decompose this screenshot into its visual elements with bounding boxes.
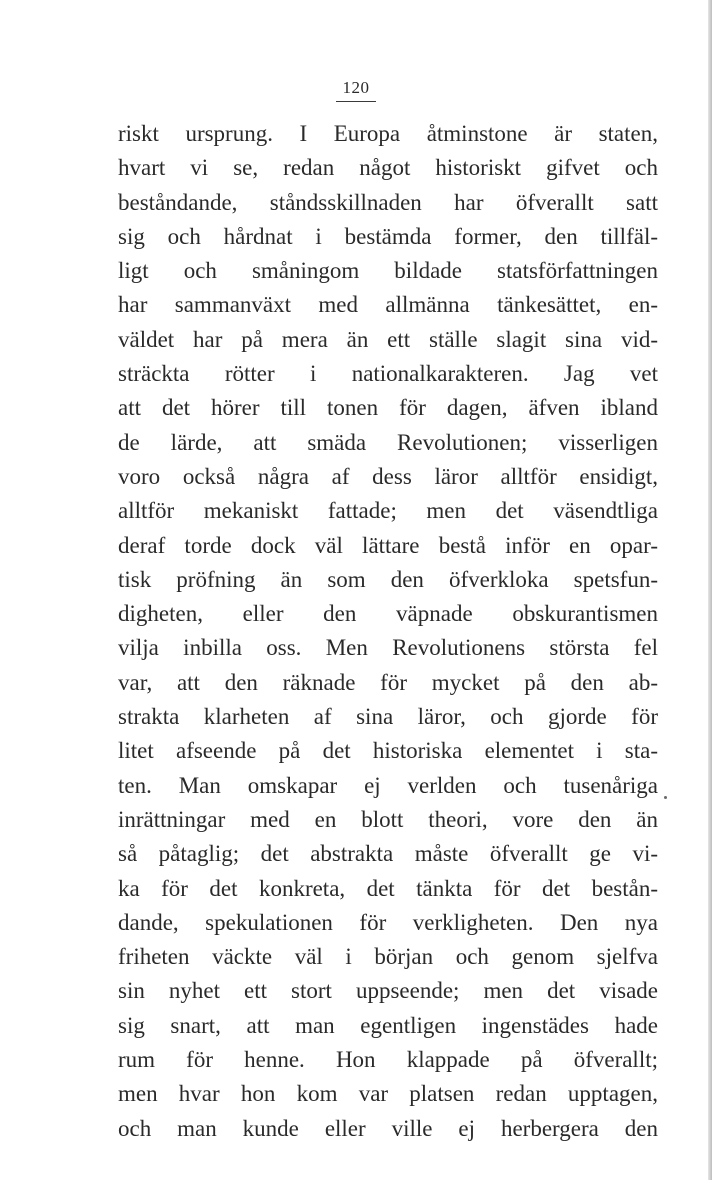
text-line: sig snart, att man egentligen ingenstädes hade — [118, 1012, 658, 1038]
text-line: och man kunde eller ville ej herbergera den — [118, 1115, 658, 1141]
text-line: att det hörer till tonen för dagen, äfven ibland — [118, 395, 658, 421]
text-line: var, att den räknade för mycket på den ab- — [118, 669, 658, 695]
text-line: inrättningar med en blott theori, vore den än — [118, 806, 658, 832]
text-line: dande, spekulationen för verkligheten. Den nya — [118, 909, 658, 935]
text-line: alltför mekaniskt fattade; men det väsendtliga — [118, 498, 658, 524]
text-line: de lärde, att smäda Revolutionen; visserligen — [118, 429, 658, 455]
text-line: sig och hårdnat i bestämda former, den tillfäl- — [118, 223, 658, 249]
text-line: digheten, eller den väpnade obskurantismen — [118, 601, 658, 627]
text-line: tisk pröfning än som den öfverkloka spetsfun- — [118, 566, 658, 592]
body-text — [118, 117, 658, 1146]
text-line: hvart vi se, redan något historiskt gifvet och — [118, 155, 658, 181]
text-line: litet afseende på det historiska elementet i sta- — [118, 738, 658, 764]
text-line: deraf torde dock väl lättare bestå inför en opar- — [118, 532, 658, 558]
text-line: voro också några af dess läror alltför ensidigt, — [118, 463, 658, 489]
text-line: strakta klarheten af sina läror, och gjorde för — [118, 704, 658, 730]
text-line: men hvar hon kom var platsen redan upptagen, — [118, 1081, 658, 1107]
text-line: sträckta rötter i nationalkarakteren. Jag vet — [118, 361, 658, 387]
page-number-underline — [336, 101, 376, 102]
text-line: ten. Man omskapar ej verlden och tusenåriga — [118, 772, 658, 798]
text-line: beståndande, ståndsskillnaden har öfverallt satt — [118, 189, 658, 215]
text-line: riskt ursprung. I Europa åtminstone är staten, — [118, 121, 658, 146]
text-line: väldet har på mera än ett ställe slagit sina vid- — [118, 326, 658, 352]
text-line: friheten väckte väl i början och genom sjelfva — [118, 944, 658, 970]
text-line: sin nyhet ett stort uppseende; men det visade — [118, 978, 658, 1004]
ink-speck — [664, 796, 667, 799]
text-line: rum för henne. Hon klappade på öfverallt; — [118, 1047, 658, 1073]
text-line: vilja inbilla oss. Men Revolutionens största fel — [118, 635, 658, 661]
text-line: ka för det konkreta, det tänkta för det bestån- — [118, 875, 658, 901]
page-number: 120 — [342, 78, 370, 97]
text-line: så påtaglig; det abstrakta måste öfverallt ge vi- — [118, 841, 658, 867]
page-edge — [708, 0, 712, 1180]
text-line: ligt och småningom bildade statsförfattningen — [118, 258, 658, 284]
text-line: har sammanväxt med allmänna tänkesättet, en- — [118, 292, 658, 318]
